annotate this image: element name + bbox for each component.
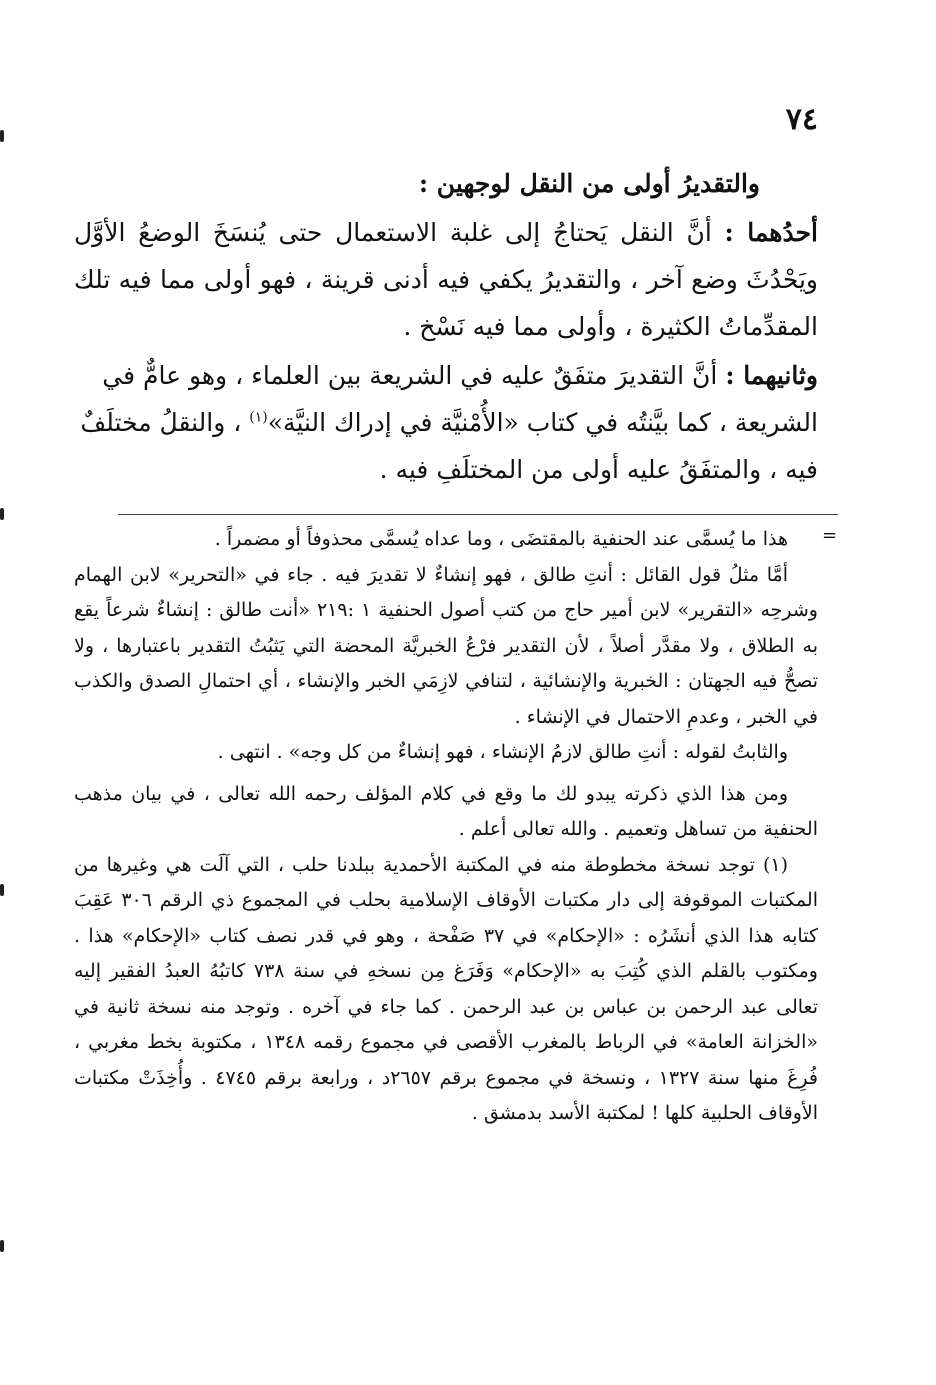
margin-mark bbox=[0, 508, 4, 520]
main-text bbox=[74, 160, 818, 493]
second-reason-text: أنَّ التقديرَ متفَقٌ عليه في الشريعة بين العلماء ، وهو عامٌّ في الشريعة ، كما بيَّنتُه في كتاب «الأُمْنيَّة في إدراك النيَّة» bbox=[102, 361, 818, 437]
margin-mark bbox=[0, 1240, 4, 1252]
footnotes-block bbox=[74, 522, 818, 1132]
second-reason-text-end: ، والنقلُ مختلَفٌ فيه ، والمتفَقُ عليه أولى من المختلَفِ فيه . bbox=[80, 408, 818, 484]
margin-mark bbox=[0, 884, 4, 896]
page-number: ٧٤ bbox=[785, 102, 818, 137]
footnote-reference: (١) bbox=[249, 409, 268, 426]
footnote-separator bbox=[118, 514, 838, 515]
section-heading: والتقديرُ أولى من النقل لوجهين : bbox=[418, 169, 760, 198]
margin-mark bbox=[0, 130, 4, 142]
paragraph-second-reason bbox=[74, 352, 818, 493]
second-reason-label: وثانيهما : bbox=[725, 361, 818, 390]
first-reason-label: أحدُهما : bbox=[724, 218, 818, 247]
continuation-mark: = bbox=[822, 525, 838, 546]
footnote-manuscripts: (١) توجد نسخة مخطوطة منه في المكتبة الأحمدية ببلدنا حلب ، التي آلَت هي وغيرها من المكتبات الموقوفة إلى دار مكتبات الأوقاف الإسلامية بحلب في المجموع ذي الرقم ٣٠٦ عَقِبَ كتابه هذا الذي أنشَرُه : «الإحكام» في ٣٧ صَفْحة ، وهو في قدر نصف كتاب «الإحكام» هذا . ومكتوب بالقلم الذي كُتِبَ به «الإحكام» وَفَرَغ مِن نسخهِ في سنة ٧٣٨ كاتبُهُ العبدُ الفقير إليه تعالى عبد الرحمن بن عباس بن عبد الرحمن . كما جاء في آخره . وتوجد منه نسخة ثانية في «الخزانة العامة» في الرباط بالمغرب الأقصى في مجموع رقمه ١٣٤٨ ، مكتوبة بخط مغربي ، فُرِغَ منها سنة ١٣٢٧ ، ونسخة في مجموع برقم ٢٦٥٧د ، ورابعة برقم ٤٧٤٥ . وأُخِذَتْ مكتبات الأوقاف الحلبية كلها ! لمكتبة الأسد بدمشق . bbox=[74, 853, 819, 1124]
footnote-paragraph-talaq: أمَّا مثلُ قول القائل : أنتِ طالق ، فهو إنشاءٌ لا تقديرَ فيه . جاء في «التحرير» لابن الهمام وشرحِه «التقرير» لابن أمير حاج من كتب أصول الحنفية ١ :٢١٩ «أنت طالق : إنشاءٌ شرعاً يقع به الطلاق ، ولا مقدَّر أصلاً ، لأن التقدير فرْعُ الخبريَّة المحضة التي يَثبُتُ التقدير باعتبارها ، ولا تصحُّ فيه الجهتان : الخبرية والإنشائية ، لتنافي لازِمَي الخبر والإنشاء ، أي احتمالِ الصدق والكذب في الخبر ، وعدمِ الاحتمال في الإنشاء . bbox=[74, 563, 818, 728]
footnote-paragraph-thabit: والثابتُ لقوله : أنتِ طالق لازمُ الإنشاء ، فهو إنشاءٌ من كل وجه» . انتهى . bbox=[217, 741, 788, 763]
first-reason-text: أنَّ النقل يَحتاجُ إلى غلبة الاستعمال حتى يُنسَخَ الوضعُ الأوَّل ويَحْدُثَ وضع آخر ، والتقديرُ يكفي فيه أدنى قرينة ، فهو أولى مما فيه تلك المقدِّماتُ الكثيرة ، وأولى مما فيه نَسْخ . bbox=[74, 218, 818, 341]
paragraph-first-reason bbox=[74, 209, 818, 350]
footnote-paragraph-conclusion: ومن هذا الذي ذكرته يبدو لك ما وقع في كلام المؤلف رحمه الله تعالى ، في بيان مذهب الحنفية من تساهل وتعميم . والله تعالى أعلم . bbox=[74, 782, 818, 840]
footnote-continuation-line: هذا ما يُسمَّى عند الحنفية بالمقتضَى ، وما عداه يُسمَّى محذوفاً أو مضمراً . bbox=[214, 528, 788, 550]
